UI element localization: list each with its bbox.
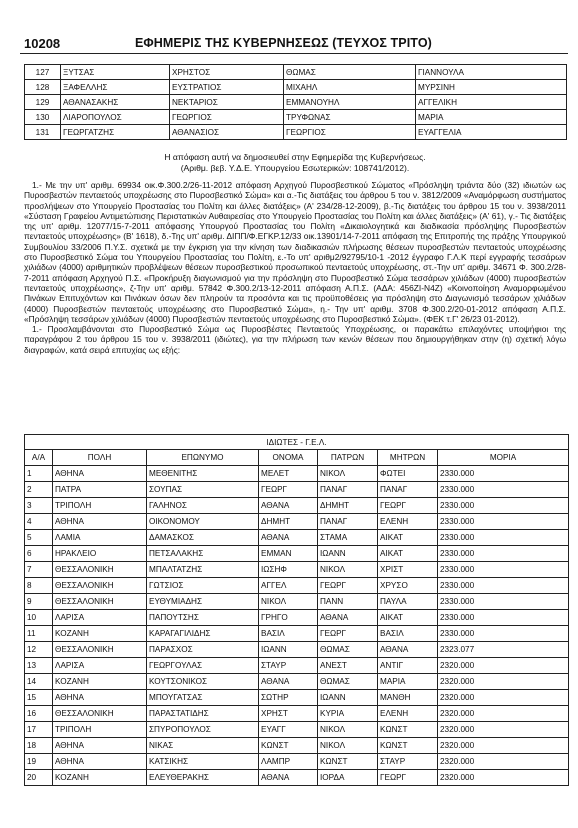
cell-surname: ΣΠΥΡΟΠΟΥΛΟΣ [147, 722, 259, 738]
cell-name: ΓΡΗΓΟ [259, 610, 318, 626]
table-row [25, 738, 569, 754]
cell-city: ΚΟΖΑΝΗ [53, 626, 147, 642]
cell-mother: ΓΕΩΡΓ [378, 498, 438, 514]
cell-aa: 18 [25, 738, 53, 754]
cell-surname: ΠΕΤΣΑΛΑΚΗΣ [147, 546, 259, 562]
cell-father: ΓΕΩΡΓΙΟΣ [284, 125, 416, 140]
publish-reference: (Αριθμ. βεβ. Υ.Δ.Ε. Υπουργείου Εσωτερικών: 108741/2012). [180, 163, 410, 173]
cell-aa: 130 [25, 110, 61, 125]
table-row [25, 110, 567, 125]
table-row [25, 125, 567, 140]
cell-father: ΙΩΑΝΝ [318, 690, 378, 706]
cell-city: ΑΘΗΝΑ [53, 754, 147, 770]
cell-surname: ΠΑΡΑΣΤΑΤΙΔΗΣ [147, 706, 259, 722]
cell-points: 2330.000 [438, 546, 569, 562]
cell-points: 2330.000 [438, 610, 569, 626]
table-row [25, 642, 569, 658]
cell-aa: 17 [25, 722, 53, 738]
cell-surname: ΜΠΟΥΓΑΤΣΑΣ [147, 690, 259, 706]
cell-aa: 129 [25, 95, 61, 110]
cell-father: ΝΙΚΟΛ [318, 466, 378, 482]
cell-father: ΕΜΜΑΝΟΥΗΛ [284, 95, 416, 110]
cell-mother: ΜΑΝΘΗ [378, 690, 438, 706]
cell-mother: ΑΙΚΑΤ [378, 610, 438, 626]
cell-points: 2330.000 [438, 466, 569, 482]
continued-table-body [25, 65, 567, 140]
cell-father: ΠΑΝΑΓ [318, 514, 378, 530]
cell-city: ΠΑΤΡΑ [53, 482, 147, 498]
cell-father: ΔΗΜΗΤ [318, 498, 378, 514]
cell-points: 2330.000 [438, 498, 569, 514]
cell-name: ΓΕΩΡΓΙΟΣ [170, 110, 284, 125]
header-mother: ΜΗΤΡΩΝ [378, 450, 438, 466]
cell-aa: 127 [25, 65, 61, 80]
table-row [25, 530, 569, 546]
cell-father: ΜΙΧΑΗΛ [284, 80, 416, 95]
cell-father: ΣΤΑΜΑ [318, 530, 378, 546]
table-row [25, 594, 569, 610]
cell-surname: ΞΑΦΕΛΛΗΣ [61, 80, 170, 95]
cell-mother: ΑΝΤΙΓ [378, 658, 438, 674]
cell-surname: ΟΙΚΟΝΟΜΟΥ [147, 514, 259, 530]
candidates-table [24, 434, 569, 786]
cell-name: ΧΡΗΣΤΟΣ [170, 65, 284, 80]
cell-points: 2330.000 [438, 514, 569, 530]
cell-mother: ΦΩΤΕΙ [378, 466, 438, 482]
cell-surname: ΜΕΘΕΝΙΤΗΣ [147, 466, 259, 482]
table-row [25, 578, 569, 594]
cell-mother: ΕΥΑΓΓΕΛΙΑ [416, 125, 567, 140]
cell-points: 2330.000 [438, 482, 569, 498]
cell-points: 2330.000 [438, 626, 569, 642]
cell-name: ΑΓΓΕΛ [259, 578, 318, 594]
cell-mother: ΜΑΡΙΑ [378, 674, 438, 690]
cell-mother: ΧΡΥΣΟ [378, 578, 438, 594]
cell-points: 2320.000 [438, 722, 569, 738]
header-aa: Α/Α [25, 450, 53, 466]
cell-city: ΚΟΖΑΝΗ [53, 770, 147, 786]
table-row [25, 706, 569, 722]
cell-mother: ΒΑΣΙΛ [378, 626, 438, 642]
cell-father: ΑΘΑΝΑ [318, 610, 378, 626]
cell-points: 2330.000 [438, 594, 569, 610]
cell-surname: ΚΑΡΑΓΑΓΙΛΙΔΗΣ [147, 626, 259, 642]
cell-aa: 12 [25, 642, 53, 658]
cell-aa: 131 [25, 125, 61, 140]
table-row [25, 754, 569, 770]
cell-city: ΘΕΣΣΑΛΟΝΙΚΗ [53, 562, 147, 578]
cell-name: ΛΑΜΠΡ [259, 754, 318, 770]
gazette-title: ΕΦΗΜΕΡΙΣ ΤΗΣ ΚΥΒΕΡΝΗΣΕΩΣ (ΤΕΥΧΟΣ ΤΡΙΤΟ) [135, 36, 432, 50]
table-row [25, 498, 569, 514]
cell-aa: 15 [25, 690, 53, 706]
cell-father: ΘΩΜΑΣ [284, 65, 416, 80]
cell-aa: 1 [25, 466, 53, 482]
cell-mother: ΚΩΝΣΤ [378, 722, 438, 738]
cell-surname: ΣΟΥΠΑΣ [147, 482, 259, 498]
cell-points: 2320.000 [438, 706, 569, 722]
cell-name: ΜΕΛΕΤ [259, 466, 318, 482]
cell-father: ΤΡΥΦΩΝΑΣ [284, 110, 416, 125]
cell-father: ΓΕΩΡΓ [318, 626, 378, 642]
cell-surname: ΞΥΤΣΑΣ [61, 65, 170, 80]
cell-city: ΚΟΖΑΝΗ [53, 674, 147, 690]
cell-points: 2320.000 [438, 674, 569, 690]
header-points: ΜΟΡΙΑ [438, 450, 569, 466]
cell-city: ΤΡΙΠΟΛΗ [53, 722, 147, 738]
cell-city: ΘΕΣΣΑΛΟΝΙΚΗ [53, 594, 147, 610]
cell-points: 2323.077 [438, 642, 569, 658]
cell-points: 2330.000 [438, 562, 569, 578]
cell-name: ΑΘΑΝΑΣΙΟΣ [170, 125, 284, 140]
cell-city: ΛΑΜΙΑ [53, 530, 147, 546]
cell-aa: 2 [25, 482, 53, 498]
cell-city: ΛΑΡΙΣΑ [53, 610, 147, 626]
cell-name: ΕΜΜΑΝ [259, 546, 318, 562]
table-row [25, 546, 569, 562]
cell-aa: 11 [25, 626, 53, 642]
table-row [25, 770, 569, 786]
table-row [25, 514, 569, 530]
cell-city: ΘΕΣΣΑΛΟΝΙΚΗ [53, 642, 147, 658]
cell-name: ΣΤΑΥΡ [259, 658, 318, 674]
cell-aa: 10 [25, 610, 53, 626]
header-city: ΠΟΛΗ [53, 450, 147, 466]
cell-city: ΘΕΣΣΑΛΟΝΙΚΗ [53, 706, 147, 722]
cell-aa: 3 [25, 498, 53, 514]
cell-father: ΓΕΩΡΓ [318, 578, 378, 594]
cell-mother: ΕΛΕΝΗ [378, 706, 438, 722]
cell-father: ΑΝΕΣΤ [318, 658, 378, 674]
cell-aa: 19 [25, 754, 53, 770]
cell-name: ΑΘΑΝΑ [259, 498, 318, 514]
decision-text [24, 180, 566, 355]
cell-name: ΙΩΑΝΝ [259, 642, 318, 658]
cell-name: ΑΘΑΝΑ [259, 674, 318, 690]
cell-aa: 9 [25, 594, 53, 610]
cell-aa: 13 [25, 658, 53, 674]
cell-father: ΝΙΚΟΛ [318, 722, 378, 738]
cell-surname: ΠΑΡΑΣΧΟΣ [147, 642, 259, 658]
cell-mother: ΑΓΓΕΛΙΚΗ [416, 95, 567, 110]
page-header [20, 33, 568, 54]
cell-surname: ΕΛΕΥΘΕΡΑΚΗΣ [147, 770, 259, 786]
cell-mother: ΑΙΚΑΤ [378, 546, 438, 562]
table-row [25, 562, 569, 578]
page-number: 10208 [24, 36, 61, 51]
cell-aa: 14 [25, 674, 53, 690]
cell-name: ΑΘΑΝΑ [259, 530, 318, 546]
table-row [25, 626, 569, 642]
cell-points: 2330.000 [438, 530, 569, 546]
cell-surname: ΓΑΛΗΝΟΣ [147, 498, 259, 514]
cell-name: ΕΥΑΓΓ [259, 722, 318, 738]
cell-surname: ΝΙΚΑΣ [147, 738, 259, 754]
cell-aa: 8 [25, 578, 53, 594]
cell-name: ΒΑΣΙΛ [259, 626, 318, 642]
cell-aa: 5 [25, 530, 53, 546]
table-row [25, 658, 569, 674]
cell-surname: ΠΑΠΟΥΤΣΗΣ [147, 610, 259, 626]
cell-name: ΣΩΤΗΡ [259, 690, 318, 706]
cell-name: ΝΕΚΤΑΡΙΟΣ [170, 95, 284, 110]
cell-points: 2320.000 [438, 754, 569, 770]
cell-surname: ΚΟΥΤΣΟΝΙΚΟΣ [147, 674, 259, 690]
cell-points: 2320.000 [438, 690, 569, 706]
cell-name: ΙΩΣΗΦ [259, 562, 318, 578]
cell-aa: 6 [25, 546, 53, 562]
header-father: ΠΑΤΡΩΝ [318, 450, 378, 466]
paragraph-hiring: 1.- Προσλαμβάνονται στο Πυροσβεστικό Σώμα ως Πυροσβέστες Πενταετούς Υποχρέωσης, οι παρακάτω επιλαχόντες υποψήφιοι της παραγράφου 2 του άρθρου 15 του ν. 3938/2011 (ιδιώτες), για την πλήρωση των κενών θέσεων που δημιουργήθηκαν στην (η) σχετική λόγω διαγραφών, κατά σειρά επιτυχίας ως εξής: [24, 324, 566, 355]
cell-aa: 128 [25, 80, 61, 95]
cell-name: ΚΩΝΣΤ [259, 738, 318, 754]
cell-mother: ΓΙΑΝΝΟΥΛΑ [416, 65, 567, 80]
table-row [25, 95, 567, 110]
cell-father: ΠΑΝΝ [318, 594, 378, 610]
table-row [25, 690, 569, 706]
cell-surname: ΚΑΤΣΙΚΗΣ [147, 754, 259, 770]
cell-mother: ΧΡΙΣΤ [378, 562, 438, 578]
candidates-table-body [25, 466, 569, 786]
table-caption: ΙΔΙΩΤΕΣ - Γ.Ε.Λ. [25, 435, 569, 450]
header-surname: ΕΠΩΝΥΜΟ [147, 450, 259, 466]
table-row [25, 466, 569, 482]
cell-city: ΘΕΣΣΑΛΟΝΙΚΗ [53, 578, 147, 594]
cell-mother: ΑΙΚΑΤ [378, 530, 438, 546]
cell-points: 2320.000 [438, 738, 569, 754]
cell-father: ΘΩΜΑΣ [318, 642, 378, 658]
cell-surname: ΛΙΑΡΟΠΟΥΛΟΣ [61, 110, 170, 125]
cell-mother: ΣΤΑΥΡ [378, 754, 438, 770]
cell-city: ΤΡΙΠΟΛΗ [53, 498, 147, 514]
cell-mother: ΜΑΡΙΑ [416, 110, 567, 125]
cell-surname: ΓΕΩΡΓΑΤΖΗΣ [61, 125, 170, 140]
table-row [25, 482, 569, 498]
cell-mother: ΠΑΝΑΓ [378, 482, 438, 498]
cell-city: ΑΘΗΝΑ [53, 690, 147, 706]
cell-mother: ΜΥΡΣΙΝΗ [416, 80, 567, 95]
cell-father: ΚΥΡΙΑ [318, 706, 378, 722]
header-name: ΟΝΟΜΑ [259, 450, 318, 466]
cell-name: ΕΥΣΤΡΑΤΙΟΣ [170, 80, 284, 95]
cell-surname: ΓΩΤΣΙΟΣ [147, 578, 259, 594]
table-row [25, 722, 569, 738]
cell-father: ΝΙΚΟΛ [318, 738, 378, 754]
cell-name: ΔΗΜΗΤ [259, 514, 318, 530]
cell-father: ΝΙΚΟΛ [318, 562, 378, 578]
table-row [25, 674, 569, 690]
cell-mother: ΓΕΩΡΓ [378, 770, 438, 786]
cell-aa: 4 [25, 514, 53, 530]
cell-surname: ΕΥΘΥΜΙΑΔΗΣ [147, 594, 259, 610]
cell-name: ΓΕΩΡΓ [259, 482, 318, 498]
cell-name: ΑΘΑΝΑ [259, 770, 318, 786]
table-row [25, 610, 569, 626]
cell-city: ΑΘΗΝΑ [53, 466, 147, 482]
cell-mother: ΚΩΝΣΤ [378, 738, 438, 754]
cell-mother: ΑΘΑΝΑ [378, 642, 438, 658]
cell-points: 2320.000 [438, 770, 569, 786]
table-row [25, 65, 567, 80]
cell-father: ΙΟΡΔΑ [318, 770, 378, 786]
continued-table [24, 64, 567, 140]
cell-name: ΝΙΚΟΛ [259, 594, 318, 610]
cell-father: ΘΩΜΑΣ [318, 674, 378, 690]
cell-aa: 7 [25, 562, 53, 578]
cell-father: ΙΩΑΝΝ [318, 546, 378, 562]
cell-points: 2320.000 [438, 658, 569, 674]
cell-city: ΗΡΑΚΛΕΙΟ [53, 546, 147, 562]
cell-city: ΑΘΗΝΑ [53, 514, 147, 530]
cell-surname: ΑΘΑΝΑΣΑΚΗΣ [61, 95, 170, 110]
cell-city: ΛΑΡΙΣΑ [53, 658, 147, 674]
cell-father: ΠΑΝΑΓ [318, 482, 378, 498]
cell-surname: ΔΑΜΑΣΚΟΣ [147, 530, 259, 546]
cell-mother: ΠΑΥΛΑ [378, 594, 438, 610]
paragraph-considerations: 1.- Με την υπ' αριθμ. 69934 οικ.Φ.300.2/26-11-2012 απόφαση Αρχηγού Πυροσβεστικού Σώματος «Πρόσληψη τριάντα δύο (32) ιδιωτών ως Πυροσβεστών πενταετούς υποχρέωσης στο Πυροσβεστικό Σώμα» και α.-Τις διατάξεις του άρθρου 5 του ν. 3812/2009 «Αναμόρφωση συστήματος προσλήψεων στο Υπουργείο Προστασίας του Πολίτη και άλλες διατάξεις» (Α' 234/28-12-2009), β.-Τις διατάξεις του άρθρου 15 του ν. 3938/2011 «Σύσταση Γραφείου Αντιμετώπισης Περιστατικών Αυθαιρεσίας στο Υπουργείο Προστασίας του Πολίτη και άλλες διατάξεις» (Α' 61), γ.- Τις διατάξεις της υπ' αριθμ. 12077/15-7-2011 απόφασης Υπουργού Προστασίας του Πολίτη «Δικαιολογητικά και διαδικασία πρόσληψης Πυροσβεστών πενταετούς υποχρέωσης» (Β' 1618), δ.-Της υπ' αριθμ. ΔΙΠΠ/Φ.ΕΓΚΡ.12/33 οικ.13901/14-7-2011 απόφαση της Επιτροπής της πράξης Υπουργικού Συμβουλίου 33/2006 Π.Υ.Σ. σχετικά με την έγκριση για την κίνηση των διαδικασιών πλήρωσης θέσεων πυροσβεστών πενταετούς υποχρέωσης στο Πυροσβεστικό Σώμα του Υπουργείου Προστασίας του Πολίτη, ε.-Το υπ' αριθμ2/92795/10-1 -2012 έγγραφο Γ.Λ.Κ περί εγγραφής τεσσάρων χιλιάδων (4000) αριθμητικών προβλέψεων θέσεων πυροσβεστικού προσωπικού πενταετούς υποχρέωσης, στ.-Την υπ' αριθμ. 34671 Φ. 300.2/28-7-2011 απόφαση Αρχηγού Π.Σ. «Προκήρυξη διαγωνισμού για την πρόσληψη στο Πυροσβεστικό Σώμα τεσσάρων χιλιάδων (4000) πυροσβεστών πενταετούς υποχρέωσης», ζ-Την υπ' αριθμ. 57842 Φ.300.2/13-12-2011 απόφαση Α.Π.Σ. (ΑΔΑ: 456ΖΙ-Ν4Ζ) «Κοινοποίηση Αναμορφωμένου Πινάκων Επιτυχόντων και Πινάκων όσων δεν πληρούν τα προσόντα και τις προϋποθέσεις για πρόσληψη στο Διαγωνισμό τεσσάρων χιλιάδων (4000) Πυροσβεστών πενταετούς υποχρέωσης στο Πυροσβεστικό Σώμα», η.- Την υπ' αριθμ. 3708 Φ.300.2/20-01-2012 απόφαση Α.Π.Σ. «Πρόσληψη τεσσάρων χιλιάδων (4000) Πυροσβεστών πενταετούς υποχρέωσης στο Πυροσβεστικό Σώμα». (ΦΕΚ τ.Γ' 26/23 01-2012). [24, 180, 566, 324]
cell-aa: 16 [25, 706, 53, 722]
cell-mother: ΕΛΕΝΗ [378, 514, 438, 530]
cell-name: ΧΡΗΣΤ [259, 706, 318, 722]
cell-surname: ΜΠΑΛΤΑΤΖΗΣ [147, 562, 259, 578]
cell-aa: 20 [25, 770, 53, 786]
cell-points: 2330.000 [438, 578, 569, 594]
cell-city: ΑΘΗΝΑ [53, 738, 147, 754]
cell-father: ΚΩΝΣΤ [318, 754, 378, 770]
publish-note: Η απόφαση αυτή να δημοσιευθεί στην Εφημερίδα της Κυβερνήσεως. [164, 152, 426, 162]
table-row [25, 80, 567, 95]
cell-surname: ΓΕΩΡΓΟΥΛΑΣ [147, 658, 259, 674]
